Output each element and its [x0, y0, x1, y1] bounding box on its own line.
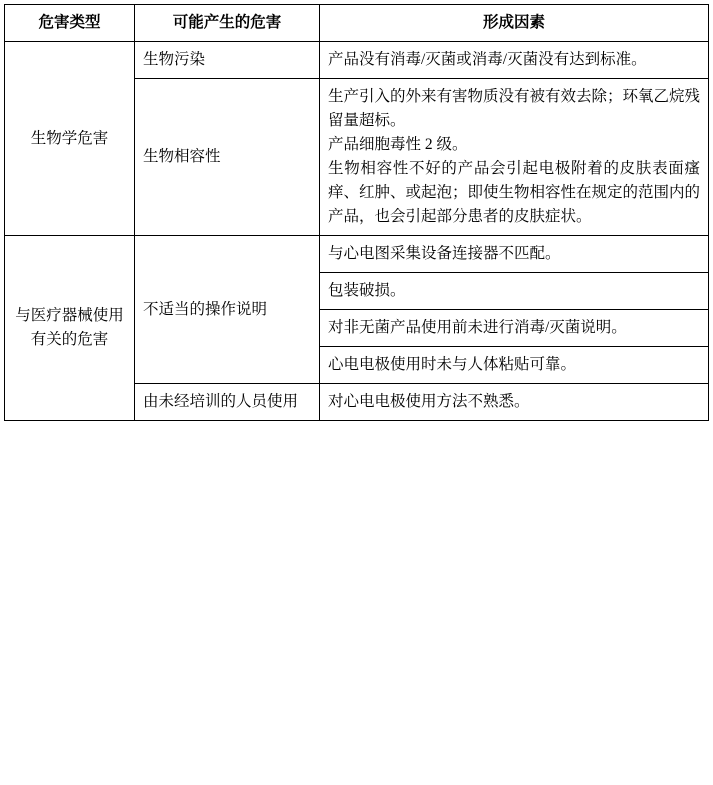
causal-factor-text: 产品细胞毒性 2 级。	[328, 136, 468, 154]
table-body	[5, 42, 709, 421]
causal-factor-text: 与心电图采集设备连接器不匹配。	[328, 245, 561, 263]
column-header-possible-hazard: 可能产生的危害	[135, 5, 320, 42]
hazard-category-cell: 生物学危害	[5, 42, 135, 236]
column-header-causal-factors: 形成因素	[320, 5, 709, 42]
table-row	[5, 236, 709, 273]
hazard-analysis-table	[4, 4, 709, 421]
hazard-name-cell: 生物污染	[135, 42, 320, 79]
causal-factor-text: 对心电电极使用方法不熟悉。	[328, 393, 530, 411]
hazard-category-cell: 与医疗器械使用有关的危害	[5, 236, 135, 421]
table-row	[5, 42, 709, 79]
causal-factor-cell	[320, 384, 709, 421]
table-header	[5, 5, 709, 42]
causal-factor-cell	[320, 236, 709, 273]
causal-factor-cell	[320, 273, 709, 310]
causal-factor-text: 生产引入的外来有害物质没有被有效去除；环氧乙烷残留量超标。	[328, 88, 701, 130]
hazard-name-cell: 不适当的操作说明	[135, 236, 320, 384]
causal-factor-text: 对非无菌产品使用前未进行消毒/灭菌说明。	[328, 319, 627, 337]
causal-factor-text: 心电电极使用时未与人体粘贴可靠。	[328, 356, 577, 374]
hazard-name-cell: 生物相容性	[135, 79, 320, 236]
causal-factor-text: 产品没有消毒/灭菌或消毒/灭菌没有达到标准。	[328, 51, 647, 69]
causal-factor-text: 包装破损。	[328, 282, 406, 300]
causal-factor-cell	[320, 347, 709, 384]
causal-factor-text: 生物相容性不好的产品会引起电极附着的皮肤表面瘙痒、红肿、或起泡；即使生物相容性在规定的范围内的产品，也会引起部分患者的皮肤症状。	[328, 160, 701, 226]
causal-factor-cell	[320, 310, 709, 347]
causal-factor-cell	[320, 42, 709, 79]
document-page	[0, 4, 713, 785]
column-header-hazard-type: 危害类型	[5, 5, 135, 42]
causal-factor-cell	[320, 79, 709, 236]
table-header-row	[5, 5, 709, 42]
hazard-name-cell: 由未经培训的人员使用	[135, 384, 320, 421]
